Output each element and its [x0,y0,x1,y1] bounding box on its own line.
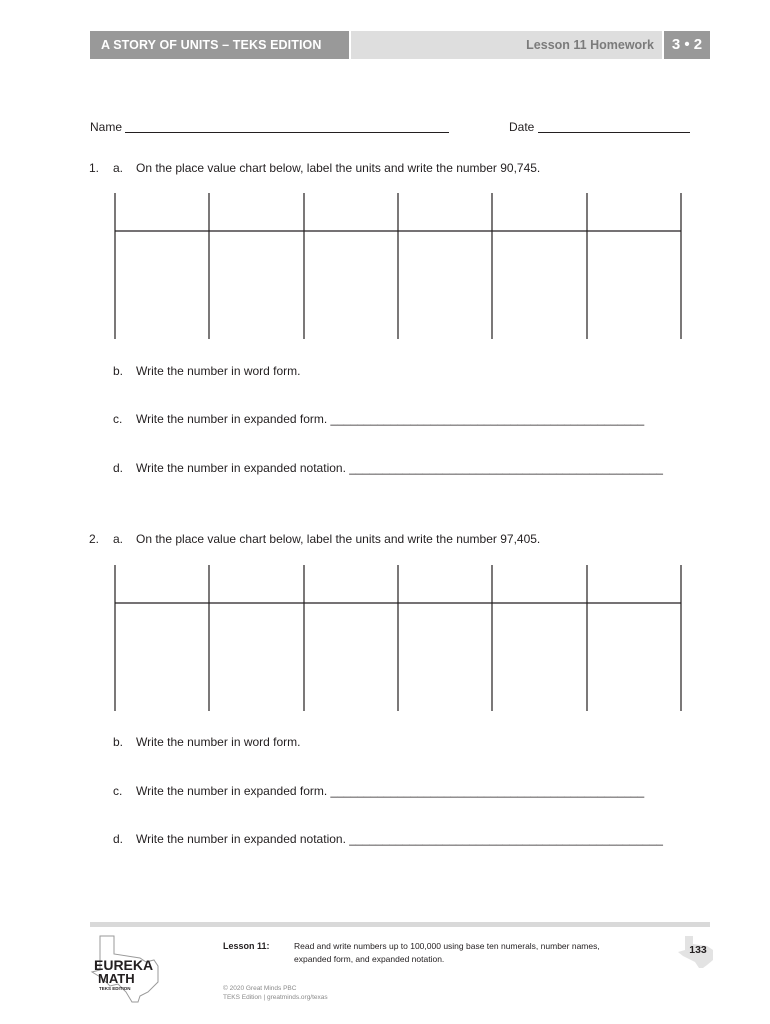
problem-2b-letter: b. [113,735,124,749]
problem-1d-letter: d. [113,461,124,475]
footer-copyright [223,984,328,1002]
problem-2d-text[interactable]: Write the number in expanded notation. _______________________________________________ [136,832,663,846]
problem-2c-letter: c. [113,784,123,798]
logo-line-1: EUREKA [94,957,154,973]
problem-1a-letter: a. [113,161,124,175]
series-title-bar [90,31,349,59]
lesson-title: Lesson 11 Homework [526,38,654,52]
name-label: Name [90,120,123,134]
date-field[interactable] [538,132,690,133]
problem-2-number: 2. [89,532,100,546]
problem-2a-letter: a. [113,532,124,546]
series-title: A STORY OF UNITS – TEKS EDITION [101,38,322,52]
grade-module-badge [664,31,710,59]
problem-1d-text[interactable]: Write the number in expanded notation. _______________________________________________ [136,461,663,475]
eureka-math-logo [88,932,168,1004]
problem-2c-text[interactable]: Write the number in expanded form. _______________________________________________ [136,784,645,798]
page-number: 133 [689,944,707,956]
date-label: Date [509,120,535,134]
edition-text: TEKS Edition | greatminds.org/texas [223,994,328,1001]
problem-1a-text: On the place value chart below, label the units and write the number 90,745. [136,161,541,175]
name-field[interactable] [125,132,449,133]
logo-line-3: TEKS EDITION [99,986,131,991]
copyright-text: © 2020 Great Minds PBC [223,985,297,992]
problem-2d-letter: d. [113,832,124,846]
problem-1c-text[interactable]: Write the number in expanded form. _______________________________________________ [136,412,645,426]
footer-rule [90,922,710,927]
grade-module-label: 3 • 2 [671,36,703,53]
logo-line-2: MATH [98,971,135,986]
problem-1b-letter: b. [113,364,124,378]
problem-1c-letter: c. [113,412,123,426]
problem-2b-text: Write the number in word form. [136,735,301,749]
footer-lesson-label: Lesson 11: [223,941,270,951]
problem-1b-text: Write the number in word form. [136,364,301,378]
problem-2a-text: On the place value chart below, label the units and write the number 97,405. [136,532,541,546]
lesson-title-bar [351,31,662,59]
footer-lesson-description: Read and write numbers up to 100,000 using base ten numerals, number names, expanded form, and expanded notation. [294,941,600,964]
problem-1-number: 1. [89,161,100,175]
